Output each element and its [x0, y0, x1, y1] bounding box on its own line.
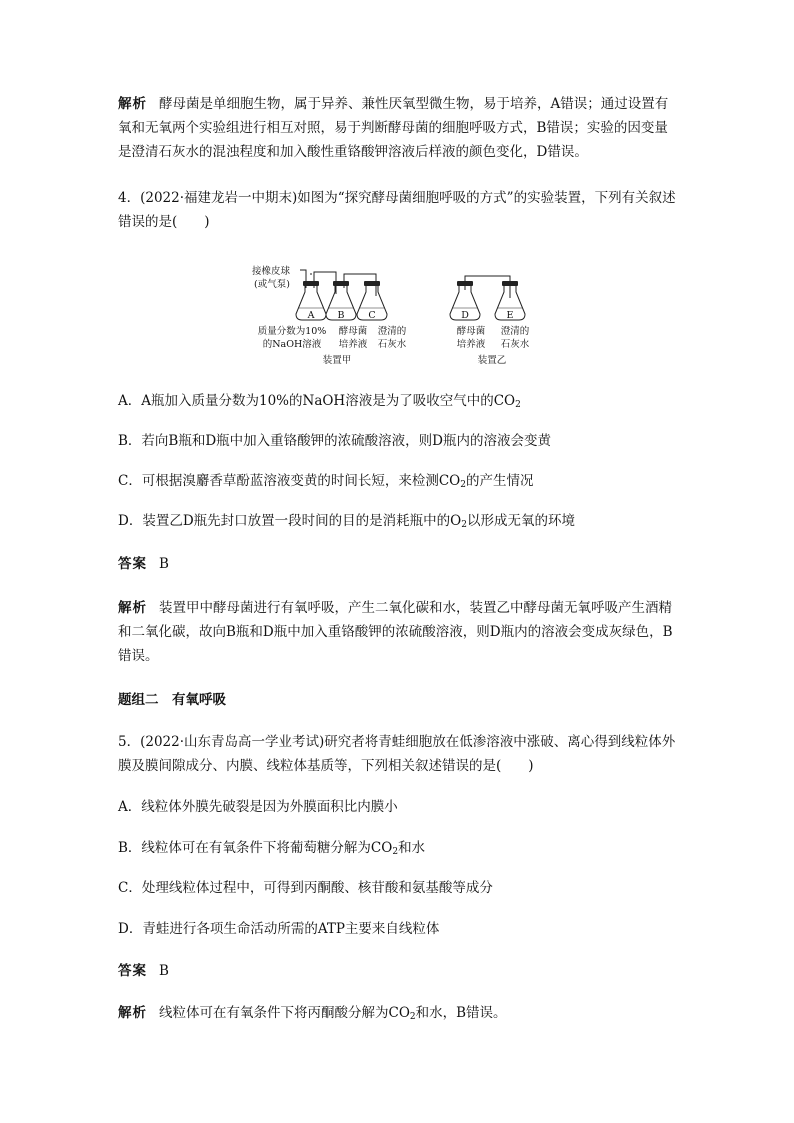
- option-d-text-end: 以形成无氧的环境: [466, 513, 575, 529]
- option-a-text: A．A瓶加入质量分数为10%的NaOH溶液是为了吸收空气中的CO: [118, 393, 516, 409]
- q5-analysis: [118, 1001, 678, 1029]
- q5-answer: [118, 959, 678, 983]
- experiment-apparatus-figure: [250, 262, 540, 372]
- subscript: 2: [392, 847, 399, 857]
- caption-b-1: 酵母菌: [338, 326, 368, 337]
- caption-e-1: 澄清的: [500, 326, 530, 337]
- option-d-text: D．装置乙D瓶先封口放置一段时间的目的是消耗瓶中的O: [118, 513, 462, 529]
- q4-stem: 4．(2022·福建龙岩一中期末)如图为“探究酵母菌细胞呼吸的方式”的实验装置，下列有关叙述错误的是( ): [118, 190, 676, 230]
- subscript: 2: [460, 480, 466, 490]
- analysis-label: 解析: [118, 96, 147, 112]
- q5-option-c: C．处理线粒体过程中，可得到丙酮酸、核苷酸和氨基酸等成分: [118, 880, 493, 896]
- q5-option-d: D．青蛙进行各项生命活动所需的ATP主要来自线粒体: [118, 921, 440, 937]
- option-c-text: C．可根据溴麝香草酚蓝溶液变黄的时间长短，来检测CO: [118, 473, 461, 489]
- subscript: 2: [515, 400, 521, 410]
- flask-c-label: C: [368, 310, 376, 321]
- q4-analysis: [118, 596, 678, 668]
- caption-c-1: 澄清的: [377, 326, 407, 337]
- flask-b-label: B: [337, 310, 345, 321]
- q5-option-a: A．线粒体外膜先破裂是因为外膜面积比内膜小: [118, 799, 398, 815]
- device-yi-title: 装置乙: [477, 355, 507, 366]
- bulb-label: 接橡皮球: [252, 266, 291, 277]
- subscript: 2: [461, 520, 467, 530]
- caption-e-2: 石灰水: [500, 339, 530, 350]
- q4-option-b: B．若向B瓶和D瓶中加入重铬酸钾的浓硫酸溶液，则D瓶内的溶液会变黄: [118, 433, 551, 449]
- caption-a-2: 的NaOH溶液: [262, 339, 322, 350]
- group-title: 题组二 有氧呼吸: [118, 692, 226, 708]
- q5-option-b: [118, 836, 678, 864]
- caption-a-1: 质量分数为10%: [257, 326, 327, 337]
- analysis-text-end: 和水，B错误。: [415, 1005, 507, 1021]
- flask-a-label: A: [307, 310, 315, 321]
- answer-label: 答案: [118, 963, 147, 979]
- subscript: 2: [409, 1012, 416, 1022]
- answer-label: 答案: [118, 556, 147, 572]
- q4-option-d: [118, 509, 678, 537]
- caption-d-1: 酵母菌: [456, 326, 486, 337]
- flask-e-label: E: [506, 310, 514, 321]
- q5-stem: 5．(2022·山东青岛高一学业考试)研究者将青蛙细胞放在低渗溶液中涨破、离心得到线粒体外膜及膜间隙成分、内膜、线粒体基质等，下列相关叙述错误的是( ): [118, 734, 676, 774]
- q4-answer: [118, 552, 678, 576]
- q4-option-a: [118, 389, 678, 417]
- caption-b-2: 培养液: [338, 339, 368, 350]
- answer-value: B: [159, 556, 169, 572]
- option-b-text-end: 和水: [398, 840, 426, 856]
- q3-analysis: [118, 92, 678, 164]
- analysis-label: 解析: [118, 600, 147, 616]
- flask-d-label: D: [461, 310, 469, 321]
- analysis-text: 线粒体可在有氧条件下将丙酮酸分解为CO: [159, 1005, 410, 1021]
- answer-value: B: [159, 963, 169, 979]
- option-b-text: B．线粒体可在有氧条件下将葡萄糖分解为CO: [118, 840, 393, 856]
- analysis-text: 装置甲中酵母菌进行有氧呼吸，产生二氧化碳和水，装置乙中酵母菌无氧呼吸产生酒精和二氧化碳，故向B瓶和D瓶中加入重铬酸钾的浓硫酸溶液，则D瓶内的溶液会变成灰绿色，B错误。: [118, 600, 673, 664]
- analysis-label: 解析: [118, 1005, 147, 1021]
- caption-c-2: 石灰水: [377, 339, 407, 350]
- option-c-text-end: 的产生情况: [465, 473, 534, 489]
- device-jia-title: 装置甲: [322, 355, 352, 366]
- bulb-label-2: (或气泵): [254, 279, 290, 290]
- caption-d-2: 培养液: [456, 339, 486, 350]
- analysis-text: 酵母菌是单细胞生物，属于异养、兼性厌氧型微生物，易于培养，A错误；通过设置有氧和无氧两个实验组进行相互对照，易于判断酵母菌的细胞呼吸方式，B错误；实验的因变量是澄清石灰水的混浊程度和加入酸性重铬酸钾溶液后样液的颜色变化，D错误。: [118, 96, 669, 160]
- q4-option-c: [118, 469, 678, 497]
